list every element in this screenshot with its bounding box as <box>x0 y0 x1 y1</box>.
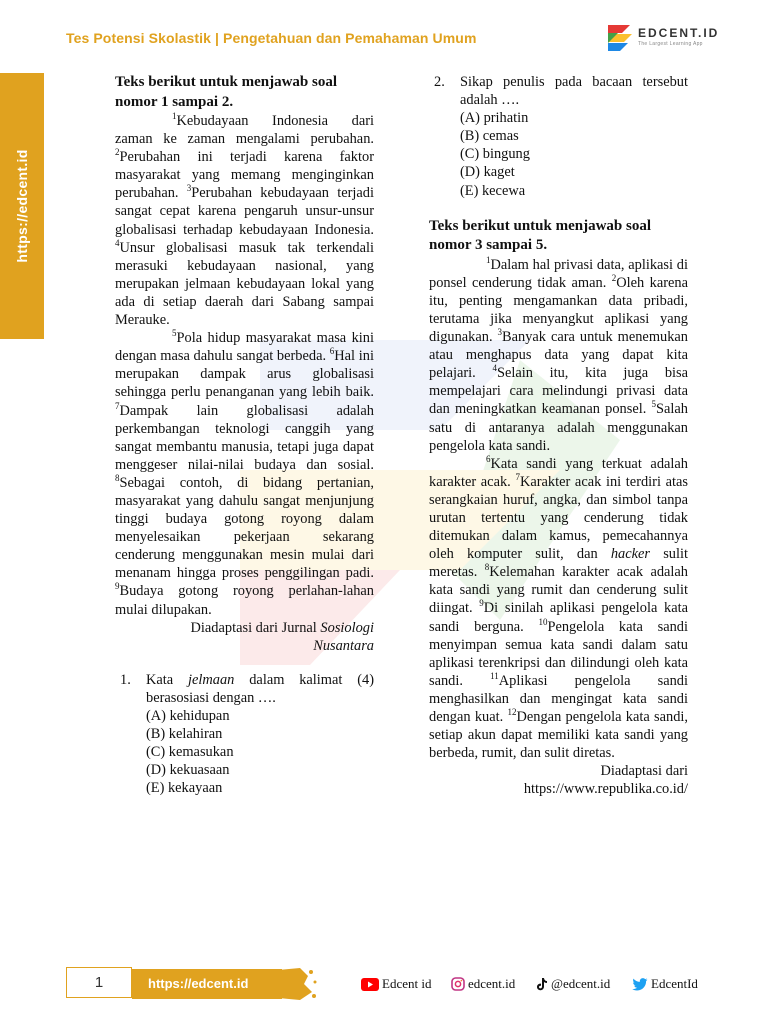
instagram-link[interactable] <box>451 976 515 992</box>
sentence-1: Dalam hal privasi data, aplikasi di ponsel cenderung tidak aman. <box>429 256 688 291</box>
option-a[interactable]: (A) kehidupan <box>146 708 230 724</box>
right-column <box>429 73 688 798</box>
tiktok-handle: @edcent.id <box>551 976 611 991</box>
passage-2-paragraph-1 <box>429 256 688 455</box>
edcent-logo-icon <box>604 22 636 54</box>
sentence-7-end: sulit meretas. <box>429 546 688 581</box>
sentence-10: Pengelola kata sandi menyimpan semua kata sandi dalam satu aplikasi terenkripsi dan dilindungi oleh kata sandi. <box>429 618 688 689</box>
passage-1-heading: Teks berikut untuk menjawab soal nomor 1 sampai 2. <box>115 74 338 110</box>
page-number-box <box>66 967 132 998</box>
sentence-number: 6 <box>486 453 491 464</box>
sentence-5: Pola hidup masyarakat masa kini dengan masa dahulu sangat berbeda. <box>115 330 374 365</box>
sentence-number: 2 <box>115 147 120 158</box>
sentence-3: Perubahan kebudayaan terjadi sangat cepat karena pengaruh unsur-unsur globalisasi terhadap kebudayaan Indonesia. <box>115 185 374 238</box>
sentence-9: Di sinilah aplikasi pengelola kata sandi berguna. <box>429 600 688 635</box>
question-1 <box>120 671 374 798</box>
question-2 <box>434 73 688 200</box>
sentence-number: 9 <box>479 598 484 609</box>
side-url-tab[interactable] <box>0 73 44 339</box>
left-column <box>115 73 374 797</box>
source-journal-2: Nusantara <box>313 637 374 654</box>
option-c[interactable]: (C) kemasukan <box>146 744 234 761</box>
instagram-icon <box>451 977 465 991</box>
logo-brand: EDCENT.ID <box>638 26 720 40</box>
option-d[interactable]: (D) kaget <box>460 164 515 181</box>
source-url[interactable]: https://www.republika.co.id/ <box>523 781 688 798</box>
sentence-number: 7 <box>115 400 120 411</box>
sentence-6: Hal ini merupakan dampak arus globalisasi sehingga perlu penanganan yang lebih baik. <box>115 348 374 401</box>
source-prefix: Diadaptasi dari Jurnal <box>190 619 317 636</box>
youtube-link[interactable] <box>361 976 431 992</box>
sentence-8: Sebagai contoh, di bidang pertanian, masyarakat yang dahulu sangat menjunjung tinggi budaya gotong royong dalam menyelesaikan pekerjaan sekarang cenderung menggunakan mesin mulai dari menanam hingga proses penggilingan padi. <box>115 474 374 582</box>
option-b[interactable]: (B) kelahiran <box>146 726 223 743</box>
sentence-number: 5 <box>651 399 657 410</box>
question-stem: Sikap penulis pada bacaan tersebut adalah …. <box>460 74 688 109</box>
sentence-4: Selain itu, kita juga bisa mempelajari cara melindungi privasi data dan meningkatkan keamanan ponsel. <box>429 365 689 418</box>
footer-url: https://edcent.id <box>148 976 249 991</box>
passage-2-source <box>429 762 688 798</box>
question-number: 2. <box>434 74 445 90</box>
logo-tagline: The Largest Learning App <box>638 41 703 47</box>
sentence-number: 7 <box>515 471 520 482</box>
footer-url-bar[interactable] <box>132 969 282 999</box>
twitter-link[interactable] <box>632 976 698 992</box>
option-b[interactable]: (B) cemas <box>460 128 519 145</box>
sentence-number: 6 <box>329 346 335 357</box>
sentence-11: Aplikasi pengelola sandi menghasilkan dan mengingat kata sandi dengan kuat. <box>429 672 688 725</box>
sentence-number: 1 <box>172 111 177 121</box>
sentence-number: 9 <box>115 581 120 592</box>
sentence-number: 11 <box>490 670 499 681</box>
sentence-3: Banyak cara untuk menemukan atau menghapus data yang dapat kita pelajari. <box>429 329 688 382</box>
tiktok-icon <box>536 977 548 991</box>
passage-1-paragraph-2 <box>115 329 374 619</box>
option-e[interactable]: (E) kecewa <box>460 182 526 199</box>
sentence-number: 5 <box>172 328 177 339</box>
passage-1-source <box>115 619 374 655</box>
instagram-handle: edcent.id <box>468 976 516 991</box>
youtube-handle: Edcent id <box>382 976 432 991</box>
sentence-number: 3 <box>497 327 503 338</box>
sentence-4: Unsur globalisasi masuk tak terkendali merasuki kebudayaan nasional, yang merupakan jelmaan kebudayaan lokal yang ada di setiap daerah dari Sabang sampai Merauke. <box>115 239 374 329</box>
sentence-number: 12 <box>507 707 517 717</box>
sentence-7-italic: hacker <box>610 546 650 563</box>
edcent-logo <box>604 22 720 54</box>
passage-2-heading: Teks berikut untuk menjawab soal nomor 3 sampai 5. <box>429 217 652 254</box>
option-d[interactable]: (D) kekuasaan <box>146 762 230 779</box>
twitter-icon <box>632 978 648 991</box>
sentence-number: 8 <box>484 562 490 573</box>
option-e[interactable]: (E) kekayaan <box>146 780 223 797</box>
sentence-8: Kelemahan karakter acak adalah kata sandi yang rumit dan cenderung sulit diingat. <box>429 564 688 617</box>
sentence-number: 4 <box>115 237 120 248</box>
sentence-7: Karakter acak ini terdiri atas serangkaian huruf, angka, dan simbol tanpa urutan tertentu yang cenderung tidak ditemukan dalam kamus, pemecahannya oleh komputer sulit, dan <box>429 473 689 563</box>
sentence-1: Kebudayaan Indonesia dari zaman ke zaman mengalami perubahan. <box>115 113 374 148</box>
passage-1-paragraph-1 <box>115 112 374 329</box>
passage-2-paragraph-2 <box>429 455 688 763</box>
question-stem: Kata jelmaan dalam kalimat (4) berasosiasi dengan …. <box>146 671 374 706</box>
youtube-icon <box>361 978 379 991</box>
sentence-number: 3 <box>186 183 192 194</box>
tiktok-link[interactable] <box>536 976 610 992</box>
page-number: 1 <box>94 974 104 991</box>
side-url-text: https://edcent.id <box>14 149 30 263</box>
sentence-2: Oleh karena itu, penting mengamankan data pribadi, terutama jika menyangkut aplikasi yang digunakan. <box>429 274 688 346</box>
source-label: Diadaptasi dari <box>600 763 688 780</box>
twitter-handle: EdcentId <box>651 976 698 991</box>
sentence-12: Dengan pengelola kata sandi, setiap akun dapat memiliki kata sandi yang berbeda, rumit, dan sulit diretas. <box>429 709 688 762</box>
sentence-number: 8 <box>115 472 120 483</box>
sentence-number: 4 <box>492 363 497 374</box>
source-journal: Sosiologi <box>320 619 374 636</box>
option-a[interactable]: (A) prihatin <box>460 110 529 127</box>
sentence-5: Salah satu di antaranya adalah menggunakan pengelola kata sandi. <box>429 401 688 454</box>
sentence-6: Kata sandi yang terkuat adalah karakter acak. <box>429 455 688 490</box>
sentence-7: Dampak lain globalisasi adalah perkembangan teknologi canggih yang sangat membantu manusia, tetapi juga dapat menggeser nilai-nilai budaya dan sosial. <box>115 402 374 473</box>
sentence-2: Perubahan ini terjadi karena faktor masyarakat yang memang menginginkan perubahan. <box>115 149 374 202</box>
sentence-number: 10 <box>538 616 548 627</box>
footer-brush-decoration <box>278 966 318 1002</box>
sentence-9: Budaya gotong royong perlahan-lahan mulai dilupakan. <box>115 583 374 618</box>
option-c[interactable]: (C) bingung <box>460 146 530 163</box>
sentence-number: 2 <box>611 272 617 283</box>
sentence-number: 1 <box>486 254 491 265</box>
question-number: 1. <box>120 671 131 688</box>
header-title: Tes Potensi Skolastik | Pengetahuan dan Pemahaman Umum <box>66 30 477 46</box>
